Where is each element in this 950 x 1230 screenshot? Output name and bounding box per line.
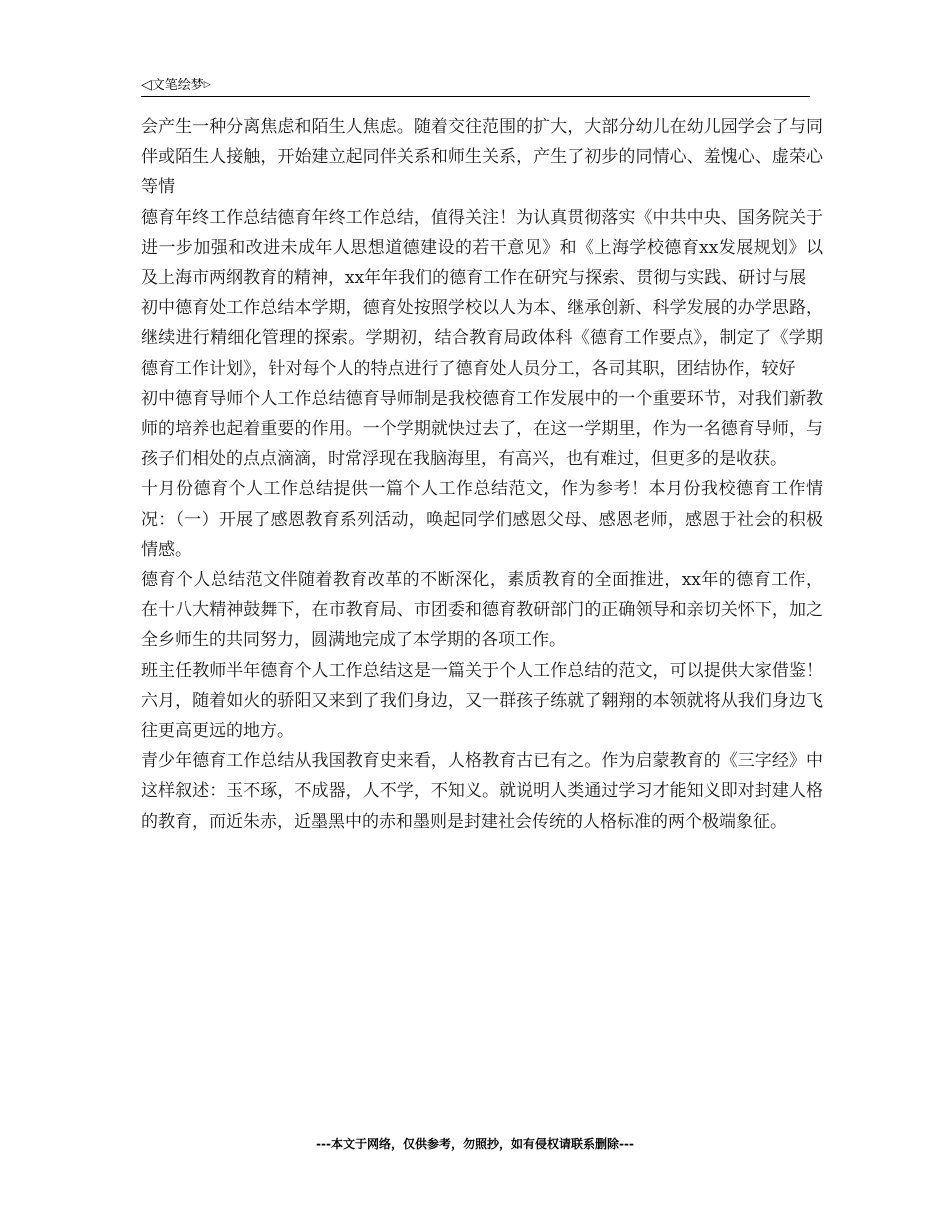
header-title: 文笔绘梦 bbox=[151, 78, 204, 93]
left-triangle-icon: ◁ bbox=[141, 77, 152, 93]
footer-disclaimer: ---本文于网络，仅供参考，勿照抄，如有侵权请联系删除--- bbox=[316, 1137, 634, 1151]
paragraph: 十月份德育个人工作总结提供一篇个人工作总结范文，作为参考！本月份我校德育工作情况：（一）开展了感恩教育系列活动，唤起同学们感恩父母、感恩老师，感恩于社会的积极情感。 bbox=[141, 479, 823, 560]
document-body bbox=[141, 112, 823, 837]
paragraph: 初中德育处工作总结本学期，德育处按照学校以人为本、继承创新、科学发展的办学思路，继续进行精细化管理的探索。学期初，结合教育局政体科《德育工作要点》，制定了《学期德育工作计划》，针对每个人的特点进行了德育处人员分工，各司其职，团结协作，较好 bbox=[141, 298, 823, 379]
paragraph: 德育年终工作总结德育年终工作总结，值得关注！为认真贯彻落实《中共中央、国务院关于进一步加强和改进未成年人思想道德建设的若干意见》和《上海学校德育xx发展规划》以及上海市两纲教育的精神，xx年年我们的德育工作在研究与探索、贯彻与实践、研讨与展 bbox=[141, 207, 823, 289]
paragraph: 会产生一种分离焦虑和陌生人焦虑。随着交往范围的扩大，大部分幼儿在幼儿园学会了与同伴或陌生人接触，开始建立起同伴关系和师生关系，产生了初步的同情心、羞愧心、虚荣心等情 bbox=[141, 117, 823, 198]
header-title-group bbox=[141, 74, 211, 93]
paragraph: 德育个人总结范文伴随着教育改革的不断深化，素质教育的全面推进，xx年的德育工作，在十八大精神鼓舞下，在市教育局、市团委和德育教研部门的正确领导和亲切关怀下，加之全乡师生的共同努力，圆满地完成了本学期的各项工作。 bbox=[141, 570, 823, 651]
paragraph: 班主任教师半年德育个人工作总结这是一篇关于个人工作总结的范文，可以提供大家借鉴！六月，随着如火的骄阳又来到了我们身边，又一群孩子练就了翱翔的本领就将从我们身边飞往更高更远的地方。 bbox=[141, 660, 823, 742]
paragraph: 初中德育导师个人工作总结德育导师制是我校德育工作发展中的一个重要环节，对我们新教师的培养也起着重要的作用。一个学期就快过去了，在这一学期里，作为一名德育导师，与孩子们相处的点点滴滴，时常浮现在我脑海里，有高兴，也有难过，但更多的是收获。 bbox=[141, 388, 823, 470]
paragraph: 青少年德育工作总结从我国教育史来看，人格教育古已有之。作为启蒙教育的《三字经》中这样叙述：玉不琢，不成器，人不学，不知义。就说明人类通过学习才能知义即对封建人格的教育，而近朱赤，近墨黑中的赤和墨则是封建社会传统的人格标准的两个极端象征。 bbox=[141, 751, 823, 832]
page-header bbox=[141, 72, 810, 97]
right-triangle-icon: ▷ bbox=[203, 80, 211, 90]
